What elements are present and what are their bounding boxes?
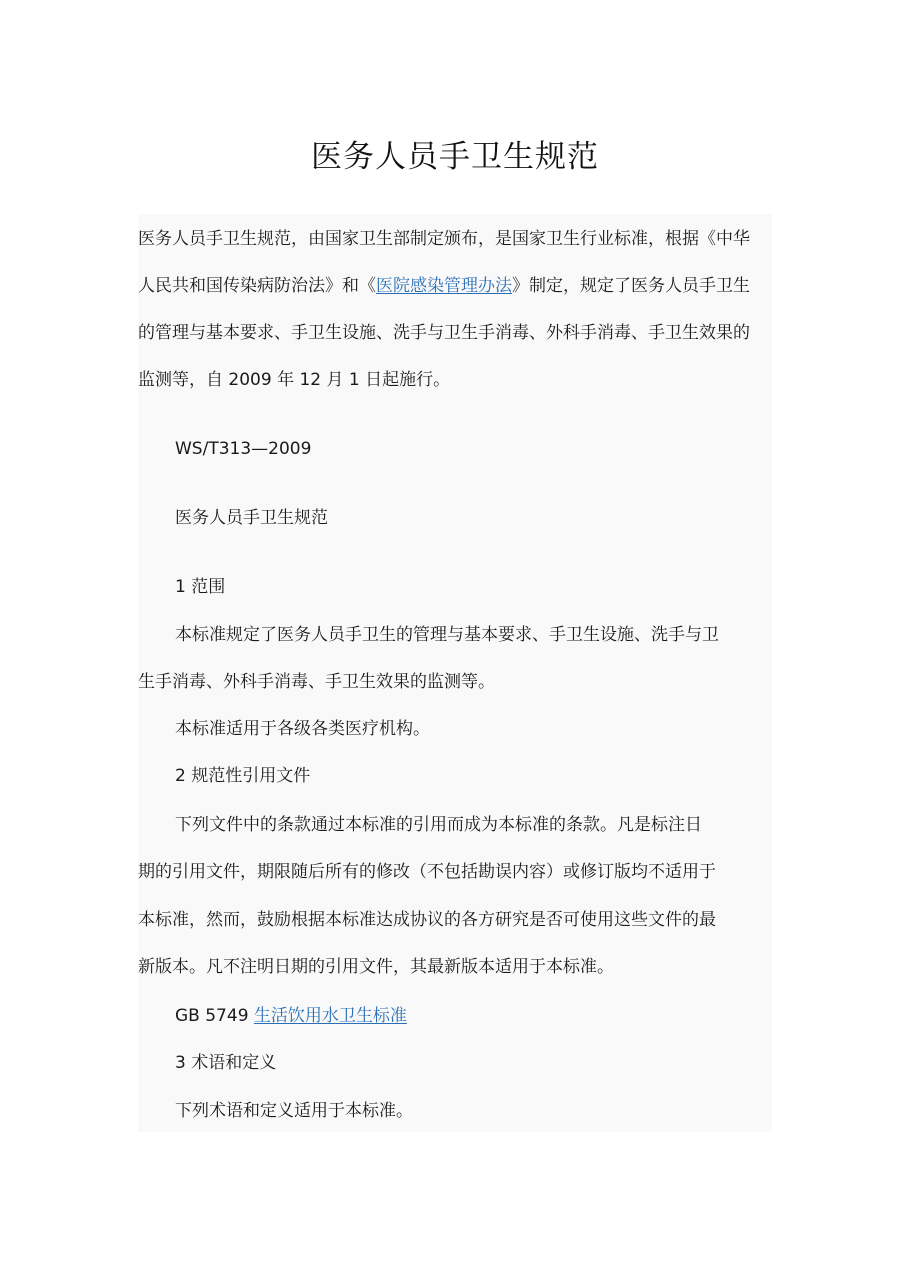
intro-line-4: 监测等，自 2009 年 12 月 1 日起施行。 bbox=[138, 370, 451, 390]
section-2-para-line-4: 新版本。凡不注明日期的引用文件，其最新版本适用于本标准。 bbox=[138, 957, 614, 977]
section-3-para: 下列术语和定义适用于本标准。 bbox=[175, 1101, 413, 1121]
section-1-para-1-line-1: 本标准规定了医务人员手卫生的管理与基本要求、手卫生设施、洗手与卫 bbox=[175, 625, 719, 645]
section-2-para-line-1: 下列文件中的条款通过本标准的引用而成为本标准的条款。凡是标注日 bbox=[175, 815, 702, 835]
intro-line-1: 医务人员手卫生规范，由国家卫生部制定颁布，是国家卫生行业标准，根据《中华 bbox=[138, 229, 750, 249]
section-1-heading: 1 范围 bbox=[175, 577, 226, 597]
section-2-para-line-2: 期的引用文件，期限随后所有的修改（不包括勘误内容）或修订版均不适用于 bbox=[138, 862, 716, 882]
hospital-infection-rules-link[interactable]: 医院感染管理办法 bbox=[376, 276, 512, 296]
standard-code: WS/T313—2009 bbox=[175, 439, 312, 459]
reference-code: GB 5749 bbox=[175, 1006, 249, 1026]
intro-line-3: 的管理与基本要求、手卫生设施、洗手与卫生手消毒、外科手消毒、手卫生效果的 bbox=[138, 323, 750, 343]
section-1-para-2: 本标准适用于各级各类医疗机构。 bbox=[175, 719, 430, 739]
reference-gb5749 bbox=[175, 1004, 407, 1028]
intro-line-2 bbox=[138, 274, 750, 298]
section-2-heading: 2 规范性引用文件 bbox=[175, 766, 311, 786]
drinking-water-standard-link[interactable]: 生活饮用水卫生标准 bbox=[253, 1006, 407, 1026]
document-body bbox=[138, 214, 772, 1132]
section-1-para-1-line-2: 生手消毒、外科手消毒、手卫生效果的监测等。 bbox=[138, 672, 495, 692]
section-3-heading: 3 术语和定义 bbox=[175, 1053, 277, 1073]
intro-line-2-post: 》制定，规定了医务人员手卫生 bbox=[512, 276, 750, 296]
page-title: 医务人员手卫生规范 bbox=[311, 139, 599, 175]
intro-line-2-pre: 人民共和国传染病防治法》和《 bbox=[138, 276, 376, 296]
section-2-para-line-3: 本标准，然而，鼓励根据本标准达成协议的各方研究是否可使用这些文件的最 bbox=[138, 910, 716, 930]
standard-title: 医务人员手卫生规范 bbox=[175, 508, 328, 528]
